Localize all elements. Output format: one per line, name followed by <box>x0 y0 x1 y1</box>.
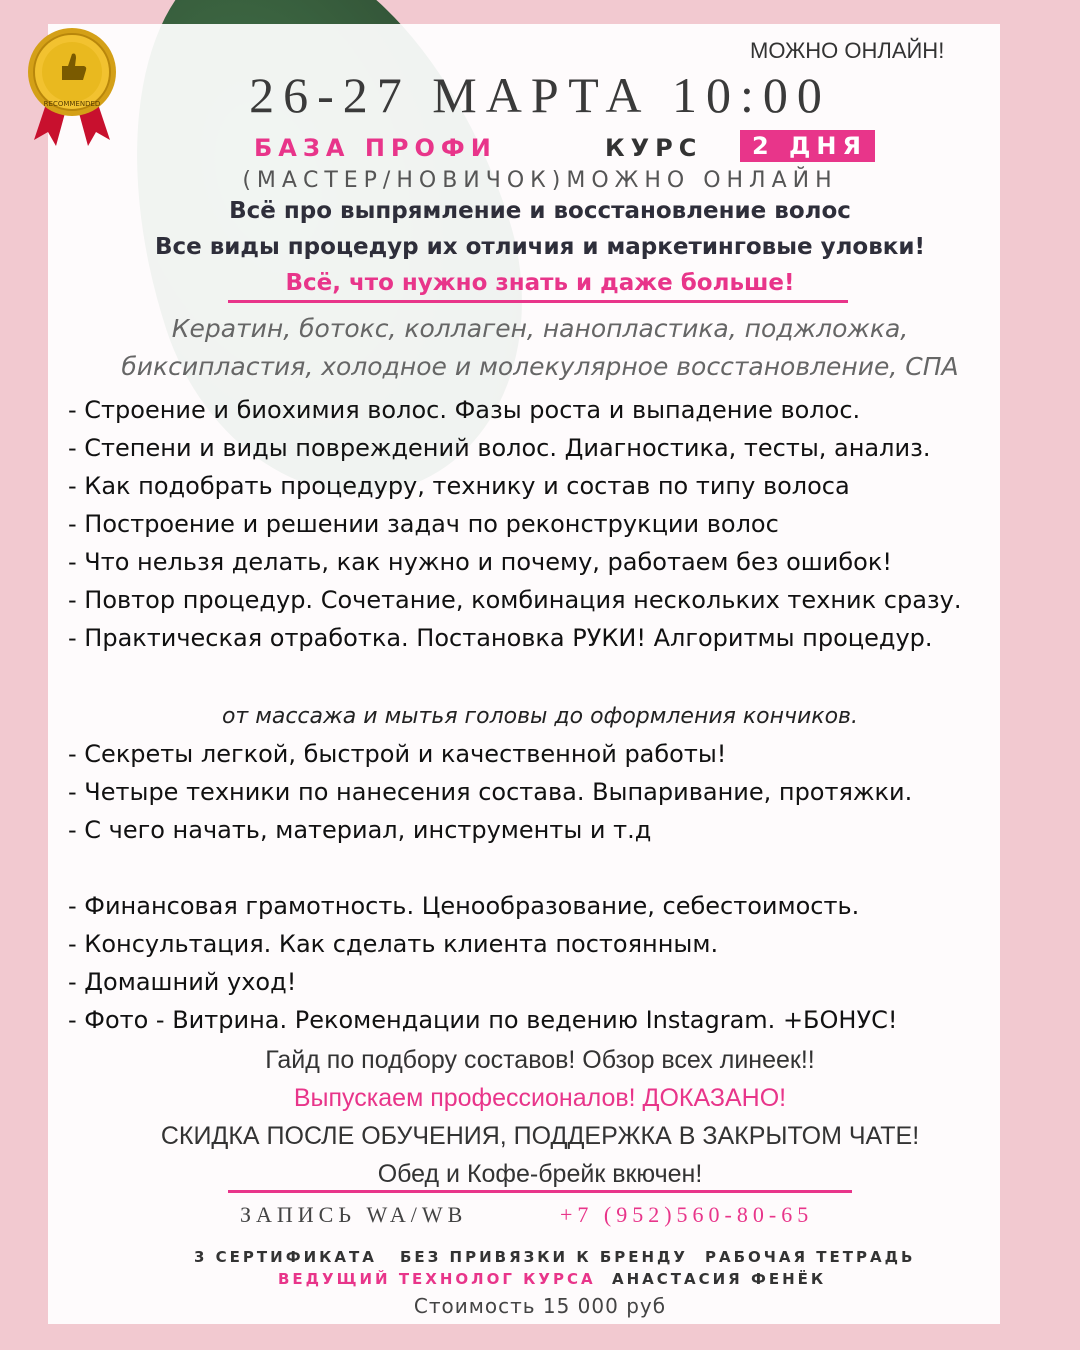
list-item: - Четыре техники по нанесения состава. Выпаривание, протяжки. <box>68 778 913 806</box>
features-row <box>0 1248 1080 1268</box>
list-item: - Домашний уход! <box>68 968 297 996</box>
discount-note: СКИДКА ПОСЛЕ ОБУЧЕНИЯ, ПОДДЕРЖКА В ЗАКРЫТОМ ЧАТЕ! <box>160 1122 920 1150</box>
list-item: - Повтор процедур. Сочетание, комбинация нескольких техник сразу. <box>68 586 962 614</box>
online-note: МОЖНО ОНЛАЙН! <box>750 38 945 63</box>
feature-no-brand: БЕЗ ПРИВЯЗКИ К БРЕНДУ <box>400 1248 688 1266</box>
audience-line: (МАСТЕР/НОВИЧОК)МОЖНО ОНЛАЙН <box>242 168 838 193</box>
list-item: - Финансовая грамотность. Ценообразование, себестоимость. <box>68 892 860 920</box>
section-subtitle: от массажа и мытья головы до оформления кончиков. <box>221 704 859 729</box>
badge-text: RECOMMENDED <box>43 100 101 108</box>
list-item: - Степени и виды повреждений волос. Диагностика, тесты, анализ. <box>68 434 931 462</box>
list-item: - Построение и решении задач по реконструкции волос <box>68 510 779 538</box>
list-item: - Фото - Витрина. Рекомендации по ведению Instagram. +БОНУС! <box>68 1006 898 1034</box>
guide-note: Гайд по подбору составов! Обзор всех линеек!! <box>265 1046 815 1074</box>
procedures-line-2: биксипластия, холодное и молекулярное восстановление, СПА <box>121 352 959 381</box>
list-item: - Консультация. Как сделать клиента постоянным. <box>68 930 719 958</box>
instructor-label: ВЕДУЩИЙ ТЕХНОЛОГ КУРСА <box>278 1270 596 1288</box>
course-price: Стоимость 15 000 руб <box>413 1294 667 1318</box>
intro-line-1: Всё про выпрямление и восстановление волос <box>229 198 851 224</box>
intro-line-2: Все виды процедур их отличия и маркетинговые уловки! <box>154 234 926 260</box>
course-name: БАЗА ПРОФИ <box>254 134 497 162</box>
list-item: - Строение и биохимия волос. Фазы роста и выпадение волос. <box>68 396 861 424</box>
phone-number[interactable]: +7 (952)560-80-65 <box>560 1202 814 1227</box>
feature-certificates: 3 СЕРТИФИКАТА <box>194 1248 377 1266</box>
pros-note: Выпускаем профессионалов! ДОКАЗАНО! <box>293 1084 787 1112</box>
intro-highlight: Всё, что нужно знать и даже больше! <box>285 270 795 296</box>
lunch-note: Обед и Кофе-брейк вкючен! <box>377 1160 703 1188</box>
procedures-line-1: Кератин, ботокс, коллаген, нанопластика, поджложка, <box>171 314 909 343</box>
list-item: - Практическая отработка. Постановка РУКИ! Алгоритмы процедур. <box>68 624 933 652</box>
course-title-row <box>0 130 1080 170</box>
divider-top <box>228 300 848 303</box>
course-label: КУРС <box>605 134 703 162</box>
signup-label: ЗАПИСЬ WA/WB <box>240 1202 468 1227</box>
instructor-name: АНАСТАСИЯ ФЕНЁК <box>612 1270 827 1288</box>
list-item: - Как подобрать процедуру, технику и состав по типу волоса <box>68 472 850 500</box>
feature-workbook: РАБОЧАЯ ТЕТРАДЬ <box>705 1248 916 1266</box>
course-date: 26-27 МАРТА 10:00 <box>249 67 831 123</box>
list-item: - С чего начать, материал, инструменты и т.д <box>68 816 652 844</box>
duration-badge: 2 ДНЯ <box>740 130 875 162</box>
instructor-row <box>0 1270 1080 1290</box>
divider-bottom <box>228 1190 852 1193</box>
list-item: - Что нельзя делать, как нужно и почему, работаем без ошибок! <box>68 548 892 576</box>
list-item: - Секреты легкой, быстрой и качественной работы! <box>68 740 727 768</box>
